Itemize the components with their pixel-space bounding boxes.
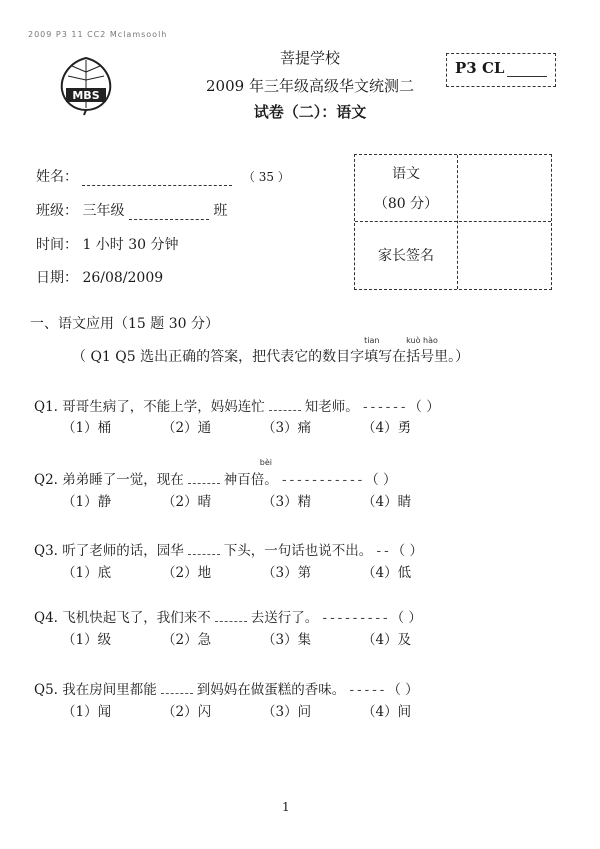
date-label: 日期：: [36, 270, 78, 286]
option[interactable]: （3）集: [262, 632, 312, 648]
time-value: 1 小时 30 分钟: [82, 237, 179, 253]
score-table: [354, 154, 552, 290]
option[interactable]: （4）睛: [362, 494, 412, 510]
answer-bracket[interactable]: （ ）: [390, 610, 422, 626]
answer-blank[interactable]: [269, 410, 301, 411]
answer-bracket[interactable]: （ ）: [391, 543, 423, 559]
question-3: Q3. 听了老师的话，园华 下头，一句话也说不出。 --（ ）: [34, 543, 423, 559]
question-number: Q3.: [34, 543, 58, 559]
pinyin-tian: tian: [364, 336, 380, 345]
question-1: Q1. 哥哥生病了，不能上学，妈妈连忙 知老师。 ------（ ）: [34, 399, 440, 415]
question-text-after: 知老师。: [304, 399, 359, 415]
option[interactable]: （3）问: [262, 704, 312, 720]
option[interactable]: （4）勇: [362, 420, 412, 436]
score-table-row-divider: [355, 221, 551, 222]
svg-text:MBS: MBS: [72, 89, 100, 102]
question-2-options: [62, 490, 462, 510]
question-number: Q4.: [34, 610, 58, 626]
instruction-text-c: 号里。）: [420, 349, 470, 365]
answer-bracket[interactable]: （ ）: [387, 682, 419, 698]
header-meta-line: 2009 P3 11 CC2 Mclamsoolh: [28, 30, 168, 39]
question-text-before: 哥哥生病了，不能上学，妈妈连忙: [62, 399, 265, 415]
paper-code: P3 CL: [455, 59, 505, 77]
question-1-options: [62, 416, 462, 436]
question-5-options: [62, 700, 462, 720]
paper-title: 试卷（二）：语文: [253, 103, 367, 121]
question-text-after: 到妈妈在做蛋糕的香味。: [196, 682, 346, 698]
answer-blank[interactable]: [215, 621, 247, 622]
option[interactable]: （4）及: [362, 632, 412, 648]
option[interactable]: （3）精: [262, 494, 312, 510]
class-field[interactable]: [129, 219, 209, 220]
class-suffix: 班: [213, 203, 228, 219]
option[interactable]: （4）间: [362, 704, 412, 720]
section-instruction: [72, 336, 470, 366]
date-value: 26/08/2009: [82, 270, 164, 286]
score-table-divider: [457, 155, 458, 289]
question-number: Q5.: [34, 682, 58, 698]
exam-title: 2009 年三年级高级华文统测二: [206, 77, 414, 95]
name-row: [36, 166, 290, 186]
question-text-before: 弟弟睡了一觉，现在: [62, 472, 184, 488]
parent-signature-cell[interactable]: [459, 223, 549, 285]
score-subject: 语文: [392, 166, 420, 182]
pinyin-bei: bèi: [259, 458, 272, 467]
pinyin-kuohao: kuò hào: [406, 336, 438, 345]
date-row: [36, 267, 163, 287]
question-4-options: [62, 628, 462, 648]
option[interactable]: （2）晴: [162, 494, 212, 510]
question-text-after: 下头，一句话也说不出。: [223, 543, 373, 559]
time-label: 时间：: [36, 237, 78, 253]
option[interactable]: （3）痛: [262, 420, 312, 436]
option[interactable]: （4）低: [362, 565, 412, 581]
option[interactable]: （1）底: [62, 565, 112, 581]
class-label: 班级：: [36, 203, 78, 219]
question-text-after: 神百倍。: [223, 472, 278, 488]
option[interactable]: （2）闪: [162, 704, 212, 720]
instruction-text-b: 写在: [378, 349, 407, 365]
option[interactable]: （2）地: [162, 565, 212, 581]
option[interactable]: （1）桶: [62, 420, 112, 436]
school-logo-icon: [54, 52, 118, 116]
question-text-before: 飞机快起飞了，我们来不: [62, 610, 211, 626]
score-total-marks: （80 分）: [373, 196, 439, 212]
name-field[interactable]: [82, 185, 232, 186]
question-2: Q2. 弟弟睡了一觉，现在 bèi 神百倍。 -----------（ ）: [34, 458, 397, 488]
answer-bracket[interactable]: （ ）: [365, 472, 397, 488]
option[interactable]: （1）静: [62, 494, 112, 510]
option[interactable]: （2）急: [162, 632, 212, 648]
instruction-kuohao: 括: [406, 349, 421, 365]
answer-blank[interactable]: [161, 693, 193, 694]
instruction-text-a: （ Q1 Q5 选出正确的答案，把代表它的数目字: [72, 349, 365, 365]
option[interactable]: （1）级: [62, 632, 112, 648]
page-number: 1: [282, 800, 290, 814]
option[interactable]: （1）闻: [62, 704, 112, 720]
question-text-before: 听了老师的话，园华: [62, 543, 184, 559]
question-5: Q5. 我在房间里都能 到妈妈在做蛋糕的香味。 -----（ ）: [34, 682, 419, 698]
question-3-options: [62, 561, 462, 581]
question-text-after: 去送行了。: [250, 610, 319, 626]
answer-blank[interactable]: [188, 554, 220, 555]
question-number: Q2.: [34, 472, 58, 488]
option[interactable]: （2）通: [162, 420, 212, 436]
question-4: Q4. 飞机快起飞了，我们来不 去送行了。 ---------（ ）: [34, 610, 422, 626]
score-input-cell[interactable]: [459, 157, 549, 219]
parent-signature-label: 家长签名: [378, 248, 434, 264]
school-name: 菩提学校: [279, 49, 340, 67]
name-label: 姓名：: [36, 169, 78, 185]
class-row: [36, 200, 227, 220]
paper-code-line: [507, 76, 547, 77]
section-title: 一、语文应用（15 题 30 分）: [30, 316, 219, 332]
time-row: [36, 234, 179, 254]
question-text-before: 我在房间里都能: [62, 682, 157, 698]
option[interactable]: （3）第: [262, 565, 312, 581]
register-number: （ 35 ）: [242, 170, 290, 184]
class-value: 三年级: [82, 203, 125, 219]
instruction-tian: 填: [364, 349, 379, 365]
question-number: Q1.: [34, 399, 58, 415]
answer-bracket[interactable]: （ ）: [408, 399, 440, 415]
answer-blank[interactable]: [188, 483, 220, 484]
paper-code-box: [446, 53, 556, 87]
